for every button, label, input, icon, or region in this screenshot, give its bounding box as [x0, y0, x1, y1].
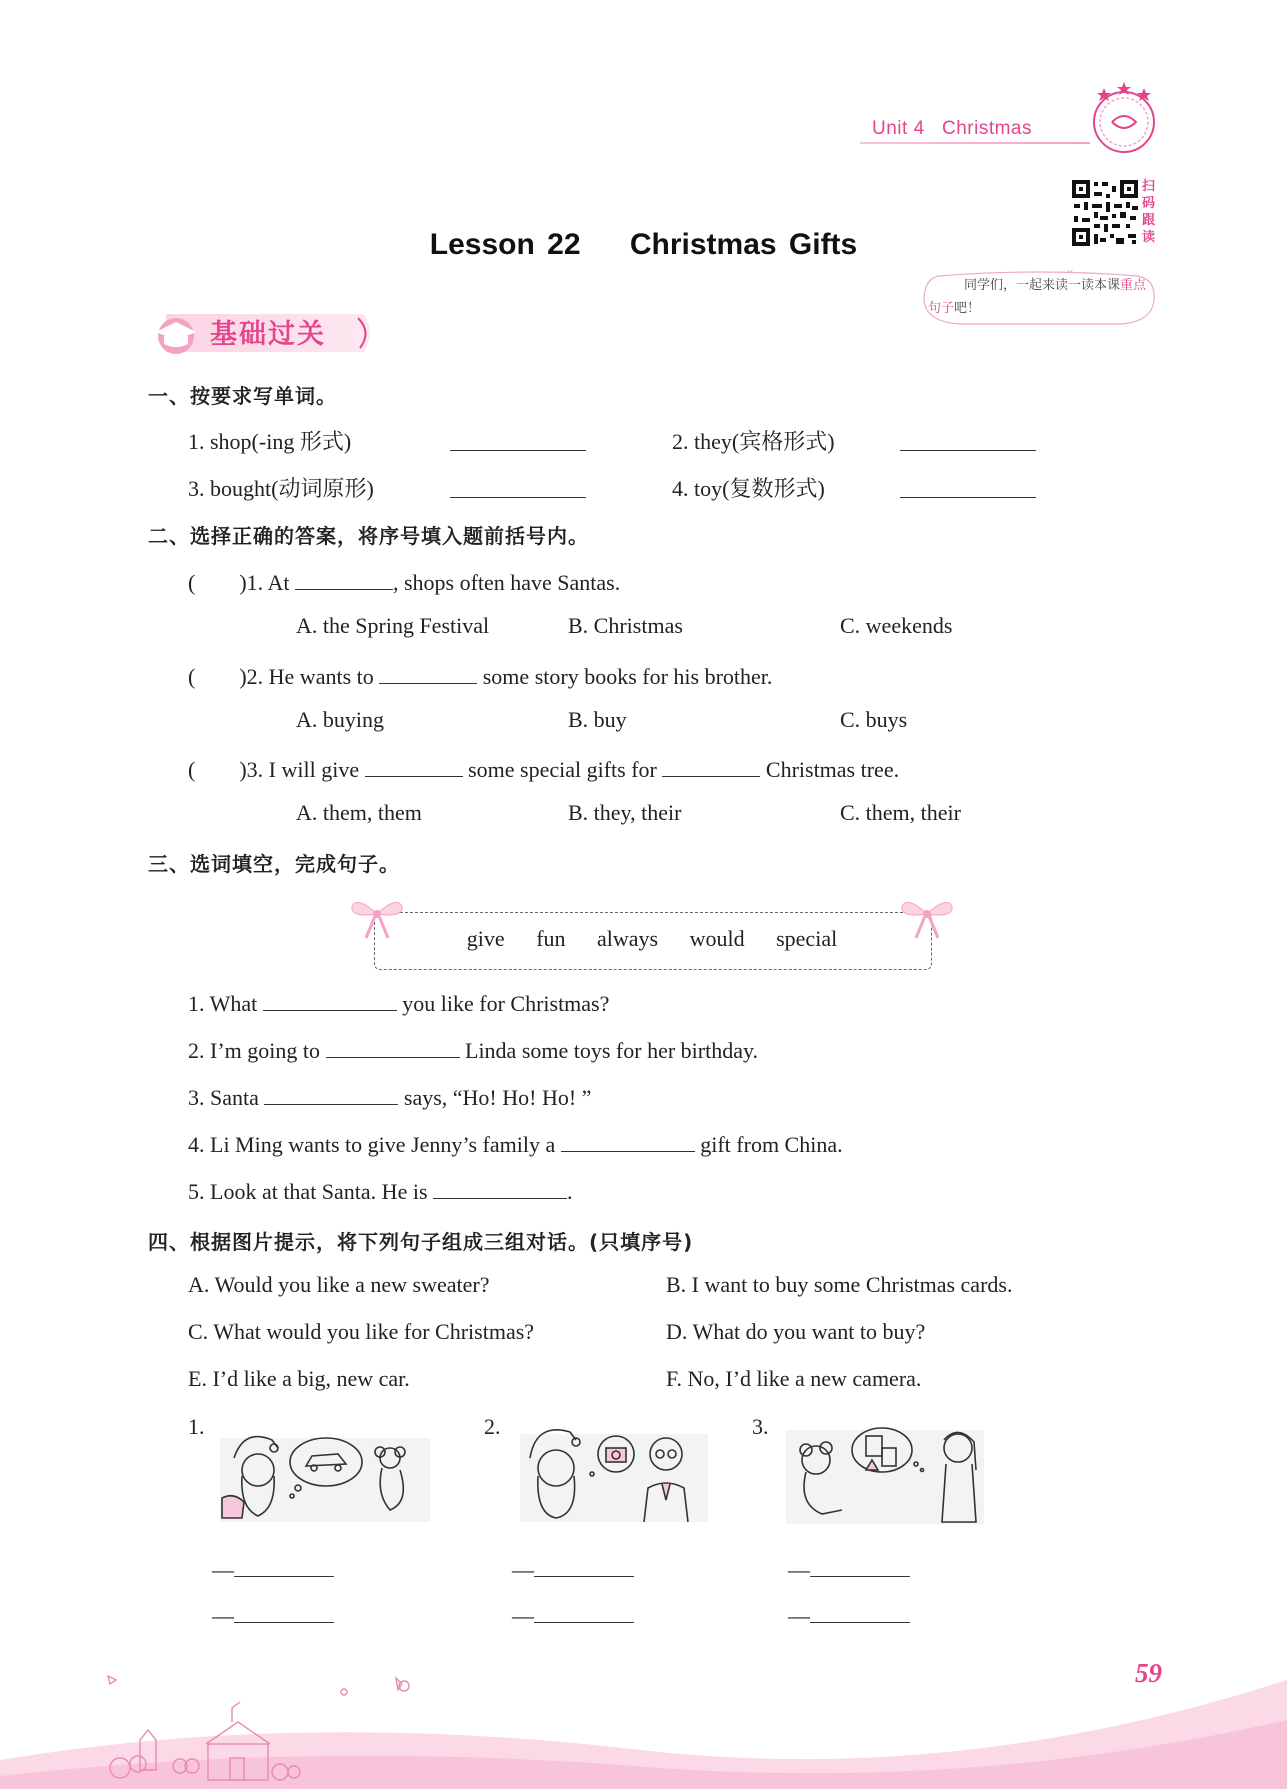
p4-sentence-d: D. What do you want to buy? [666, 1319, 926, 1344]
unit-header [872, 118, 1032, 140]
p3-sentence-4: 4. Li Ming wants to give Jenny’s family a gift from China. [188, 1132, 843, 1157]
p2-q2: ( )2. He wants to some story books for his brother. [188, 664, 773, 689]
word-bank-item: fun [536, 926, 566, 951]
answer-line-1a[interactable]: — [212, 1556, 334, 1583]
part3-heading: 三、选词填空，完成句子。 [148, 852, 400, 876]
footer-decoration [0, 1640, 1287, 1789]
p2-q1-option-c[interactable]: C. weekends [840, 613, 953, 638]
p1-blank-4[interactable] [900, 477, 1036, 498]
chapter-label: Christmas [941, 118, 1032, 139]
word-bank-item: would [689, 926, 745, 951]
p3-blank-5[interactable] [433, 1178, 567, 1199]
p3-sentence-3: 3. Santa says, “Ho! Ho! Ho! ” [188, 1085, 592, 1110]
p1-blank-1[interactable] [450, 430, 586, 451]
part2-heading: 二、选择正确的答案，将序号填入题前括号内。 [148, 524, 589, 548]
page-title: Lesson 22 Christmas Gifts [429, 228, 858, 261]
p3-sentence-1: 1. What you like for Christmas? [188, 991, 610, 1016]
answer-line-3b[interactable]: — [788, 1602, 910, 1629]
mouse-cards-illustration [782, 1414, 988, 1524]
p2-q3-option-b[interactable]: B. they, their [568, 800, 682, 825]
p3-sentence-2: 2. I’m going to Linda some toys for her birthday. [188, 1038, 759, 1063]
p2-q1: ( )1. At , shops often have Santas. [188, 570, 621, 595]
p4-sentence-f: F. No, I’d like a new camera. [666, 1366, 922, 1391]
p2-q3: ( )3. I will give some special gifts for Christmas tree. [188, 757, 900, 782]
p4-sentence-e: E. I’d like a big, new car. [188, 1366, 410, 1391]
unit-label: Unit 4 [872, 118, 925, 139]
p2-q3-option-a[interactable]: A. them, them [296, 800, 422, 825]
answer-line-2b[interactable]: — [512, 1602, 634, 1629]
speech-bubble-text: 同学们，一起来读一读本课重点句子吧！ [928, 278, 1147, 316]
pic-label-2: 2. [484, 1414, 501, 1439]
word-bank-item: special [776, 926, 838, 951]
p2-q2-blank [379, 663, 477, 684]
santa-camera-illustration [516, 1418, 712, 1522]
answer-line-3a[interactable]: — [788, 1556, 910, 1583]
p2-q3-option-c[interactable]: C. them, their [840, 800, 961, 825]
p3-blank-2[interactable] [326, 1037, 460, 1058]
page-number: 59 [1135, 1658, 1162, 1688]
p2-q1-option-b[interactable]: B. Christmas [568, 613, 683, 638]
section-tag-label: 基础过关 [210, 319, 326, 350]
header-rule [860, 142, 1090, 144]
pic-label-1: 1. [188, 1414, 205, 1439]
answer-paren[interactable]: ( ) [188, 664, 247, 689]
p2-q3-blank-2 [662, 756, 760, 777]
p4-sentence-c: C. What would you like for Christmas? [188, 1319, 535, 1344]
p1-blank-3[interactable] [450, 477, 586, 498]
pic-label-3: 3. [752, 1414, 769, 1439]
p3-sentence-5: 5. Look at that Santa. He is . [188, 1179, 573, 1204]
p2-q2-option-a[interactable]: A. buying [296, 707, 384, 732]
answer-paren[interactable]: ( ) [188, 570, 247, 595]
p1-item-3: 3. bought(动词原形) [188, 476, 374, 501]
word-bank-item: always [597, 926, 659, 951]
p2-q1-blank [295, 569, 393, 590]
scan-label: 扫码跟读 [1142, 179, 1156, 245]
p2-q3-blank-1 [365, 756, 463, 777]
p1-item-2: 2. they(宾格形式) [672, 429, 835, 454]
p4-sentence-b: B. I want to buy some Christmas cards. [666, 1272, 1013, 1297]
p2-q1-option-a[interactable]: A. the Spring Festival [296, 613, 490, 638]
p2-q2-option-b[interactable]: B. buy [568, 707, 627, 732]
p3-blank-3[interactable] [264, 1084, 398, 1105]
word-bank-item: give [466, 926, 505, 951]
answer-line-1b[interactable]: — [212, 1602, 334, 1629]
part1-heading: 一、按要求写单词。 [148, 384, 337, 408]
p3-blank-1[interactable] [263, 990, 397, 1011]
answer-line-2a[interactable]: — [512, 1556, 634, 1583]
p4-sentence-a: A. Would you like a new sweater? [188, 1272, 490, 1297]
answer-paren[interactable]: ( ) [188, 757, 247, 782]
publisher-badge-icon [1086, 80, 1162, 156]
santa-car-illustration [214, 1418, 434, 1522]
word-bank [374, 926, 930, 952]
p3-blank-4[interactable] [561, 1131, 695, 1152]
p2-q2-option-c[interactable]: C. buys [840, 707, 908, 732]
p1-blank-2[interactable] [900, 430, 1036, 451]
p1-item-1: 1. shop(-ing 形式) [188, 429, 352, 454]
part4-heading: 四、根据图片提示，将下列句子组成三组对话。(只填序号) [148, 1230, 694, 1254]
p1-item-4: 4. toy(复数形式) [672, 476, 825, 501]
